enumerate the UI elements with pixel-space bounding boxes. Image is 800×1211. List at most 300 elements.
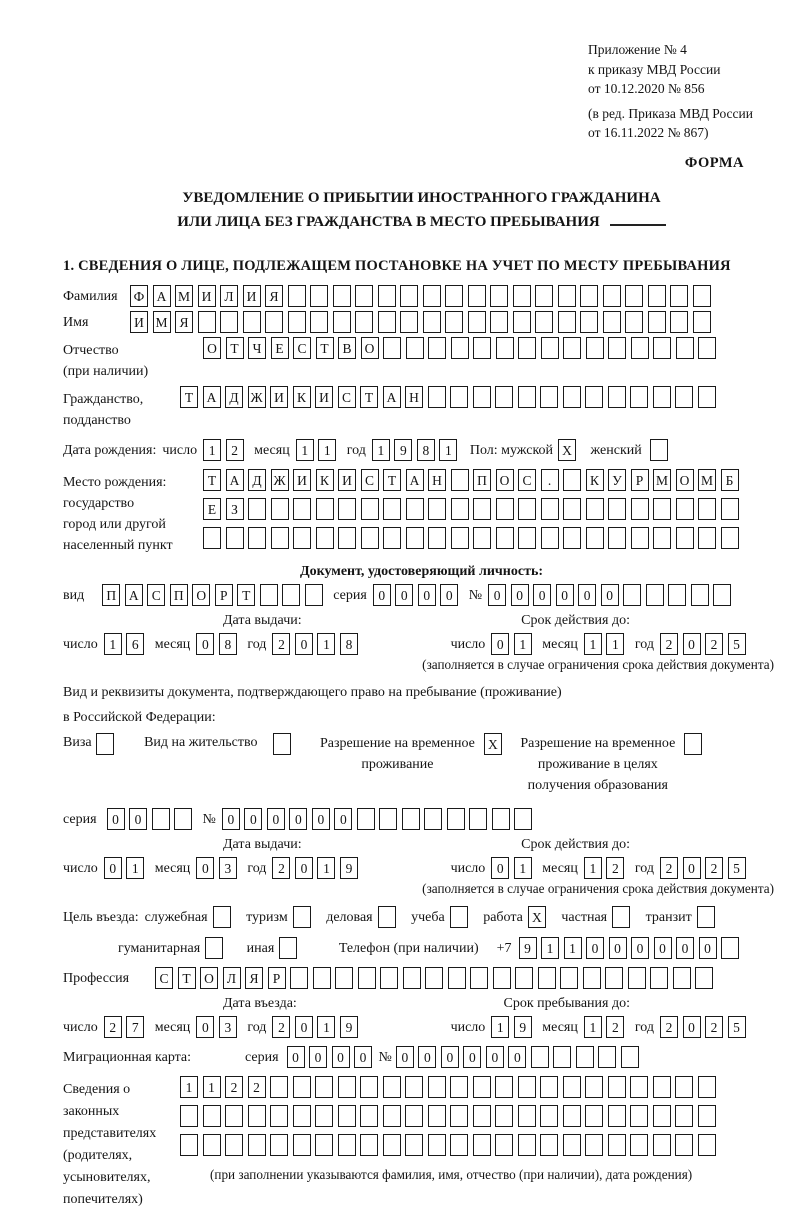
char-box[interactable]: 0 [486,1046,504,1068]
char-box[interactable]: 0 [654,937,672,959]
char-box[interactable]: У [608,469,626,491]
char-box[interactable] [203,1134,221,1156]
char-box[interactable] [608,1134,626,1156]
char-box[interactable]: 9 [340,857,358,879]
char-box[interactable]: 1 [372,439,390,461]
representatives-row3-boxes[interactable] [180,1134,720,1156]
char-box[interactable] [248,1105,266,1127]
char-box[interactable]: А [406,469,424,491]
char-box[interactable] [338,1134,356,1156]
char-box[interactable] [608,386,626,408]
char-box[interactable]: 0 [334,808,352,830]
char-box[interactable] [605,967,623,989]
char-box[interactable] [698,1105,716,1127]
char-box[interactable] [608,1076,626,1098]
char-box[interactable]: 1 [564,937,582,959]
char-box[interactable] [451,498,469,520]
char-box[interactable]: 2 [606,857,624,879]
char-box[interactable]: И [315,386,333,408]
stay-day-boxes[interactable] [491,1016,536,1038]
purpose-business-checkbox[interactable] [213,906,231,928]
char-box[interactable] [583,967,601,989]
char-box[interactable] [378,285,396,307]
char-box[interactable]: Е [203,498,221,520]
purpose-study-checkbox[interactable] [450,906,468,928]
char-box[interactable]: 3 [219,857,237,879]
char-box[interactable] [646,584,664,606]
char-box[interactable]: 0 [491,857,509,879]
char-box[interactable]: 0 [222,808,240,830]
char-box[interactable] [226,527,244,549]
char-box[interactable] [293,1134,311,1156]
identity-issue-month-boxes[interactable] [196,633,241,655]
char-box[interactable] [698,1076,716,1098]
purpose-transit-checkbox[interactable] [697,906,715,928]
char-box[interactable] [535,285,553,307]
birth-place-row2-boxes[interactable] [203,498,743,520]
char-box[interactable]: Ч [248,337,266,359]
char-box[interactable]: 0 [586,937,604,959]
char-box[interactable]: 8 [219,633,237,655]
char-box[interactable] [260,584,278,606]
char-box[interactable] [310,285,328,307]
doc-series-boxes[interactable] [373,584,463,606]
char-box[interactable] [628,967,646,989]
char-box[interactable] [518,1134,536,1156]
char-box[interactable] [518,527,536,549]
char-box[interactable] [693,311,711,333]
char-box[interactable] [473,527,491,549]
char-box[interactable]: Ф [130,285,148,307]
char-box[interactable]: Я [245,967,263,989]
char-box[interactable]: 9 [340,1016,358,1038]
char-box[interactable]: 2 [660,857,678,879]
char-box[interactable]: А [203,386,221,408]
char-box[interactable] [383,1105,401,1127]
char-box[interactable] [225,1134,243,1156]
purpose-humanitarian-checkbox[interactable] [205,937,223,959]
char-box[interactable]: 0 [396,1046,414,1068]
char-box[interactable] [563,498,581,520]
purpose-tourism-checkbox[interactable] [293,906,311,928]
char-box[interactable] [423,285,441,307]
entry-day-boxes[interactable] [104,1016,149,1038]
citizenship-boxes[interactable] [180,386,720,408]
char-box[interactable] [383,1134,401,1156]
temp-residence-edu-checkbox[interactable] [684,733,702,755]
char-box[interactable]: К [293,386,311,408]
char-box[interactable]: 0 [601,584,619,606]
char-box[interactable] [531,1046,549,1068]
char-box[interactable]: 1 [439,439,457,461]
char-box[interactable] [576,1046,594,1068]
purpose-private-checkbox[interactable] [612,906,630,928]
char-box[interactable] [585,1076,603,1098]
char-box[interactable] [608,337,626,359]
char-box[interactable] [282,584,300,606]
char-box[interactable] [338,1105,356,1127]
char-box[interactable]: 0 [295,1016,313,1038]
char-box[interactable] [513,285,531,307]
char-box[interactable]: 0 [440,584,458,606]
char-box[interactable]: 0 [488,584,506,606]
char-box[interactable] [653,527,671,549]
residence-series-boxes[interactable] [107,808,197,830]
char-box[interactable]: В [338,337,356,359]
visa-checkbox[interactable] [96,733,114,755]
char-box[interactable] [630,1076,648,1098]
char-box[interactable] [518,1105,536,1127]
char-box[interactable] [361,498,379,520]
char-box[interactable] [608,498,626,520]
char-box[interactable]: Р [631,469,649,491]
char-box[interactable]: 2 [226,439,244,461]
char-box[interactable]: 0 [533,584,551,606]
char-box[interactable]: 0 [491,633,509,655]
char-box[interactable] [598,1046,616,1068]
char-box[interactable]: Д [248,469,266,491]
char-box[interactable] [288,285,306,307]
char-box[interactable] [563,386,581,408]
char-box[interactable]: 0 [289,808,307,830]
char-box[interactable]: 0 [418,1046,436,1068]
char-box[interactable] [585,1105,603,1127]
char-box[interactable] [496,498,514,520]
surname-boxes[interactable] [130,285,715,307]
char-box[interactable]: О [200,967,218,989]
char-box[interactable]: Т [180,386,198,408]
char-box[interactable]: 9 [394,439,412,461]
char-box[interactable] [586,498,604,520]
char-box[interactable] [203,1105,221,1127]
char-box[interactable] [473,337,491,359]
char-box[interactable] [585,1134,603,1156]
char-box[interactable]: С [293,337,311,359]
char-box[interactable]: 1 [584,857,602,879]
sex-female-checkbox[interactable] [650,439,668,461]
char-box[interactable] [338,1076,356,1098]
char-box[interactable] [631,527,649,549]
char-box[interactable] [447,808,465,830]
char-box[interactable] [293,527,311,549]
char-box[interactable] [623,584,641,606]
representatives-row2-boxes[interactable] [180,1105,720,1127]
char-box[interactable]: 2 [272,1016,290,1038]
char-box[interactable]: 3 [219,1016,237,1038]
char-box[interactable] [469,808,487,830]
char-box[interactable]: А [383,386,401,408]
char-box[interactable]: М [698,469,716,491]
patronymic-boxes[interactable] [203,337,721,359]
char-box[interactable]: 1 [126,857,144,879]
char-box[interactable] [316,527,334,549]
char-box[interactable] [648,285,666,307]
char-box[interactable] [541,337,559,359]
char-box[interactable] [538,967,556,989]
char-box[interactable] [293,1076,311,1098]
char-box[interactable] [621,1046,639,1068]
char-box[interactable] [424,808,442,830]
char-box[interactable] [405,1134,423,1156]
char-box[interactable]: 1 [491,1016,509,1038]
char-box[interactable] [721,498,739,520]
residence-permit-checkbox[interactable] [273,733,291,755]
char-box[interactable] [675,1105,693,1127]
char-box[interactable] [315,1105,333,1127]
char-box[interactable] [653,1134,671,1156]
residence-expiry-month-boxes[interactable] [584,857,629,879]
char-box[interactable]: Т [316,337,334,359]
char-box[interactable]: 5 [728,633,746,655]
char-box[interactable]: 0 [683,857,701,879]
char-box[interactable] [721,937,739,959]
char-box[interactable] [653,386,671,408]
migration-series-boxes[interactable] [287,1046,377,1068]
char-box[interactable] [403,967,421,989]
char-box[interactable] [445,285,463,307]
char-box[interactable] [450,386,468,408]
char-box[interactable] [428,386,446,408]
purpose-other-checkbox[interactable] [279,937,297,959]
char-box[interactable] [650,967,668,989]
char-box[interactable] [445,311,463,333]
char-box[interactable] [248,498,266,520]
char-box[interactable] [535,311,553,333]
char-box[interactable]: 5 [728,857,746,879]
char-box[interactable] [451,527,469,549]
char-box[interactable] [448,967,466,989]
char-box[interactable] [630,1134,648,1156]
char-box[interactable] [514,808,532,830]
char-box[interactable] [653,337,671,359]
identity-expiry-day-boxes[interactable] [491,633,536,655]
char-box[interactable] [675,1076,693,1098]
char-box[interactable]: . [541,469,559,491]
birth-month-boxes[interactable] [296,439,341,461]
char-box[interactable]: 0 [683,633,701,655]
char-box[interactable]: 1 [584,633,602,655]
char-box[interactable]: Ж [248,386,266,408]
char-box[interactable] [470,967,488,989]
char-box[interactable] [603,285,621,307]
char-box[interactable]: 2 [705,1016,723,1038]
char-box[interactable] [270,1105,288,1127]
char-box[interactable] [450,1105,468,1127]
char-box[interactable] [180,1105,198,1127]
char-box[interactable] [293,498,311,520]
char-box[interactable] [358,967,376,989]
char-box[interactable] [698,386,716,408]
char-box[interactable] [383,498,401,520]
char-box[interactable]: 0 [312,808,330,830]
char-box[interactable] [648,311,666,333]
char-box[interactable] [428,1076,446,1098]
char-box[interactable] [335,967,353,989]
char-box[interactable] [248,1134,266,1156]
char-box[interactable]: 0 [295,857,313,879]
char-box[interactable]: А [153,285,171,307]
char-box[interactable]: 0 [578,584,596,606]
char-box[interactable]: С [518,469,536,491]
char-box[interactable] [603,311,621,333]
char-box[interactable]: И [338,469,356,491]
char-box[interactable]: 0 [609,937,627,959]
char-box[interactable]: Т [226,337,244,359]
char-box[interactable]: 1 [203,439,221,461]
stay-year-boxes[interactable] [660,1016,750,1038]
char-box[interactable] [560,967,578,989]
sex-male-checkbox[interactable]: X [558,439,576,461]
char-box[interactable] [428,1105,446,1127]
birth-year-boxes[interactable] [372,439,462,461]
char-box[interactable] [518,498,536,520]
identity-expiry-year-boxes[interactable] [660,633,750,655]
char-box[interactable] [313,967,331,989]
char-box[interactable] [315,1076,333,1098]
char-box[interactable]: А [125,584,143,606]
purpose-commercial-checkbox[interactable] [378,906,396,928]
char-box[interactable] [198,311,216,333]
char-box[interactable]: Т [383,469,401,491]
char-box[interactable] [270,1134,288,1156]
char-box[interactable]: 2 [248,1076,266,1098]
residence-number-boxes[interactable] [222,808,537,830]
char-box[interactable]: С [361,469,379,491]
char-box[interactable] [495,1076,513,1098]
char-box[interactable]: 1 [317,633,335,655]
char-box[interactable] [355,311,373,333]
char-box[interactable]: 8 [340,633,358,655]
char-box[interactable] [180,1134,198,1156]
char-box[interactable] [541,498,559,520]
char-box[interactable]: 2 [606,1016,624,1038]
char-box[interactable] [580,311,598,333]
char-box[interactable] [518,1076,536,1098]
char-box[interactable]: О [361,337,379,359]
char-box[interactable]: 0 [196,1016,214,1038]
char-box[interactable] [270,1076,288,1098]
char-box[interactable]: 1 [296,439,314,461]
char-box[interactable] [333,285,351,307]
char-box[interactable] [338,498,356,520]
char-box[interactable] [653,1105,671,1127]
char-box[interactable] [248,527,266,549]
char-box[interactable]: Т [237,584,255,606]
char-box[interactable]: Л [220,285,238,307]
char-box[interactable] [450,1076,468,1098]
char-box[interactable] [425,967,443,989]
char-box[interactable] [540,1105,558,1127]
char-box[interactable] [265,311,283,333]
char-box[interactable] [360,1076,378,1098]
char-box[interactable] [406,337,424,359]
char-box[interactable]: С [147,584,165,606]
char-box[interactable]: 0 [463,1046,481,1068]
char-box[interactable]: И [130,311,148,333]
char-box[interactable]: 2 [272,633,290,655]
char-box[interactable] [355,285,373,307]
char-box[interactable]: С [155,967,173,989]
char-box[interactable] [288,311,306,333]
char-box[interactable] [383,527,401,549]
birth-place-row1-boxes[interactable] [203,469,743,491]
char-box[interactable]: 9 [519,937,537,959]
char-box[interactable]: 0 [129,808,147,830]
char-box[interactable] [468,285,486,307]
char-box[interactable] [468,311,486,333]
char-box[interactable] [315,1134,333,1156]
doc-number-boxes[interactable] [488,584,736,606]
char-box[interactable]: 2 [705,633,723,655]
stay-month-boxes[interactable] [584,1016,629,1038]
char-box[interactable] [225,1105,243,1127]
char-box[interactable] [631,498,649,520]
char-box[interactable]: 2 [660,633,678,655]
char-box[interactable]: С [338,386,356,408]
char-box[interactable] [428,337,446,359]
char-box[interactable]: Я [175,311,193,333]
char-box[interactable] [563,1076,581,1098]
char-box[interactable]: 0 [287,1046,305,1068]
char-box[interactable] [473,1134,491,1156]
char-box[interactable] [693,285,711,307]
char-box[interactable] [675,1134,693,1156]
char-box[interactable] [174,808,192,830]
char-box[interactable]: М [653,469,671,491]
doc-type-boxes[interactable] [102,584,327,606]
char-box[interactable] [428,498,446,520]
char-box[interactable] [492,808,510,830]
char-box[interactable] [383,337,401,359]
residence-issue-month-boxes[interactable] [196,857,241,879]
char-box[interactable]: 1 [203,1076,221,1098]
char-box[interactable]: И [243,285,261,307]
profession-boxes[interactable] [155,967,718,989]
char-box[interactable]: 5 [728,1016,746,1038]
char-box[interactable]: 0 [418,584,436,606]
char-box[interactable] [360,1105,378,1127]
char-box[interactable]: О [192,584,210,606]
char-box[interactable] [675,386,693,408]
char-box[interactable] [585,386,603,408]
char-box[interactable]: 1 [317,1016,335,1038]
phone-boxes[interactable] [519,937,744,959]
char-box[interactable]: Р [215,584,233,606]
char-box[interactable] [496,527,514,549]
char-box[interactable] [553,1046,571,1068]
char-box[interactable] [676,498,694,520]
char-box[interactable] [383,1076,401,1098]
entry-year-boxes[interactable] [272,1016,362,1038]
char-box[interactable]: Е [271,337,289,359]
birth-place-row3-boxes[interactable] [203,527,743,549]
char-box[interactable]: Р [268,967,286,989]
char-box[interactable] [361,527,379,549]
char-box[interactable] [721,527,739,549]
char-box[interactable] [698,498,716,520]
char-box[interactable]: 0 [196,857,214,879]
char-box[interactable]: 7 [126,1016,144,1038]
char-box[interactable]: П [473,469,491,491]
char-box[interactable]: Т [178,967,196,989]
char-box[interactable] [625,285,643,307]
char-box[interactable] [428,1134,446,1156]
char-box[interactable] [271,527,289,549]
char-box[interactable] [698,1134,716,1156]
char-box[interactable]: Я [265,285,283,307]
char-box[interactable]: 0 [699,937,717,959]
char-box[interactable] [451,469,469,491]
